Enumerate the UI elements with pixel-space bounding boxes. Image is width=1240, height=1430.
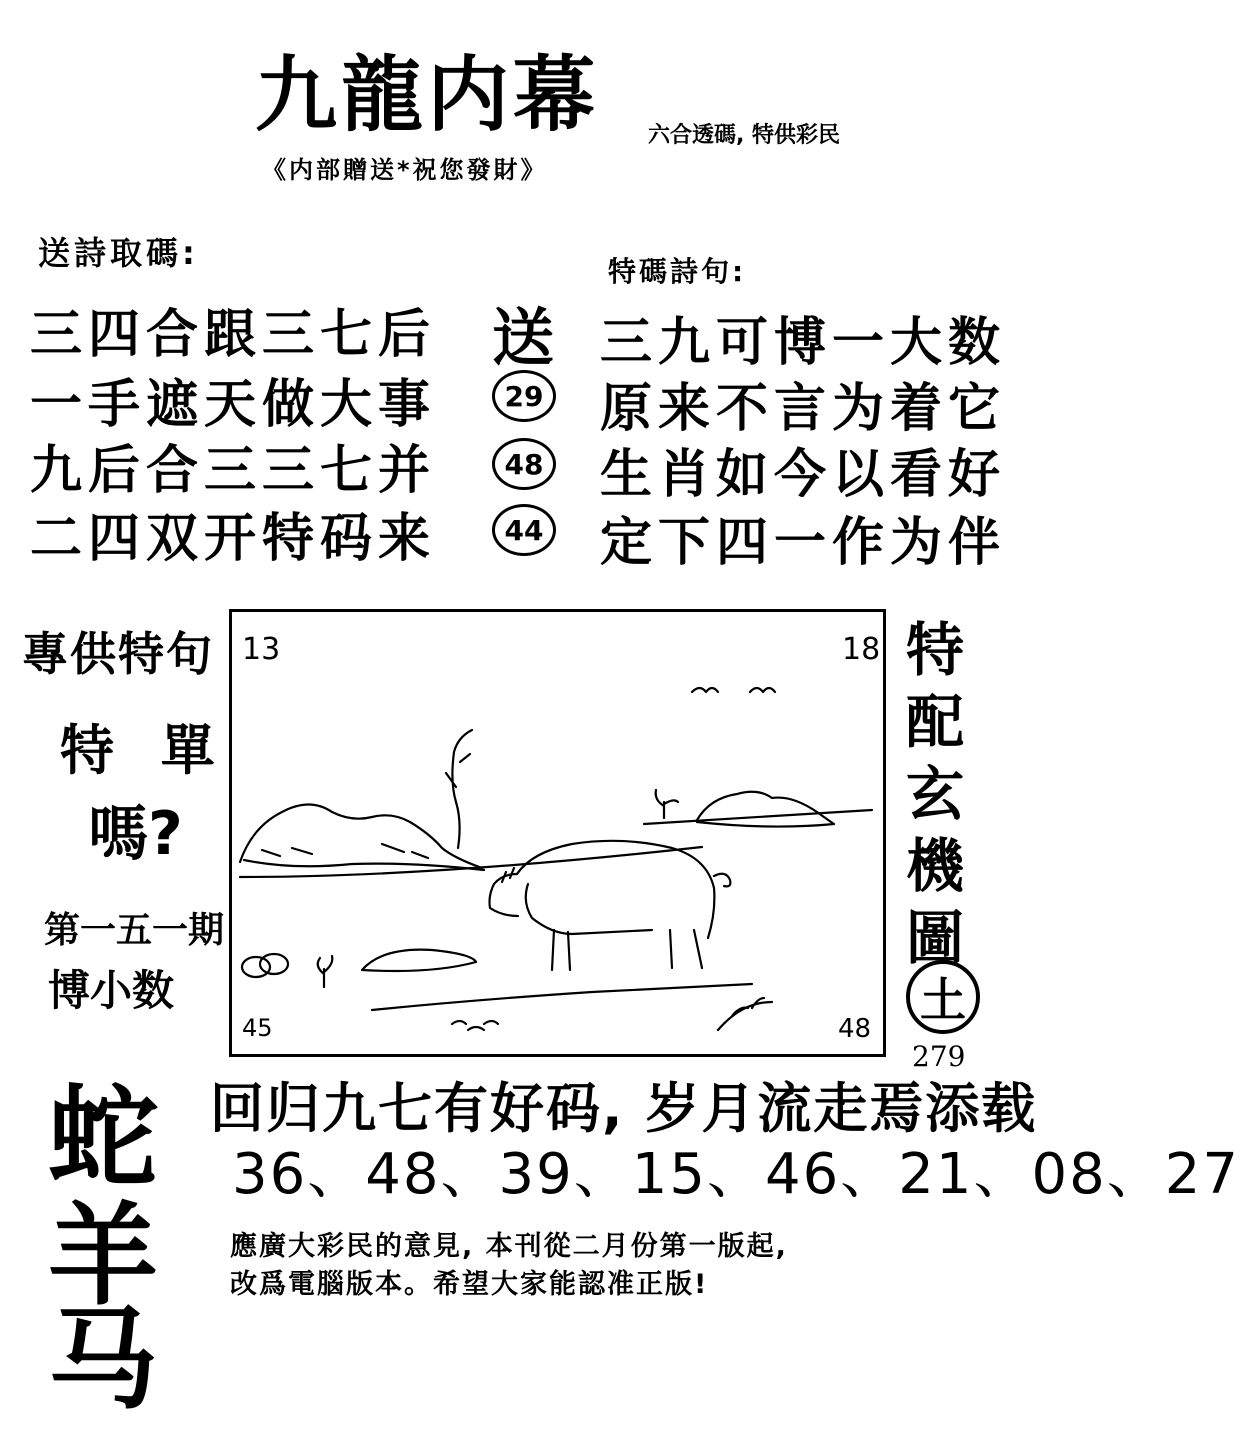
circled-number: 29 <box>492 370 556 422</box>
bottom-poem: 回归九七有好码, 岁月流走焉添载 <box>210 1077 1038 1140</box>
hill <box>697 792 834 827</box>
hint-text: 博小数 <box>48 966 175 1015</box>
single-double-line: 特 單 <box>60 719 229 782</box>
bare-tree <box>446 730 472 848</box>
zodiac-char: 羊 <box>48 1192 158 1320</box>
poem-line: 三四合跟三七后 <box>30 305 437 365</box>
notice-line: 改爲電腦版本。希望大家能認准正版! <box>230 1269 709 1300</box>
special-heading: 專供特句 <box>22 627 214 681</box>
circled-number: 44 <box>492 504 556 556</box>
pig-landscape-illustration <box>232 612 883 1054</box>
hill <box>240 805 482 869</box>
corner-number: 48 <box>838 1014 872 1044</box>
special-poem-line: 原来不言为着它 <box>600 379 1007 439</box>
mystery-picture <box>229 609 886 1057</box>
question-line: 嗎? <box>88 799 183 869</box>
special-poem-label: 特碼詩句: <box>608 255 747 288</box>
corner-number: 45 <box>242 1014 273 1042</box>
circled-number: 48 <box>492 438 556 490</box>
mystery-picture-title: 特配玄機圖 <box>905 616 964 972</box>
plant <box>656 790 678 818</box>
number-list: 36、48、39、15、46、21、08、27 <box>232 1142 1240 1207</box>
poem-line: 一手遮天做大事 <box>30 375 437 435</box>
special-poem-line: 三九可博一大数 <box>600 313 1007 373</box>
puddle <box>362 950 476 971</box>
corner-number: 13 <box>242 632 281 667</box>
subtitle: 《内部贈送*祝您發財》 <box>262 156 548 184</box>
corner-number: 18 <box>842 632 881 667</box>
poem-label: 送詩取碼: <box>38 234 199 272</box>
notice-line: 應廣大彩民的意見, 本刊從二月份第一版起, <box>230 1231 788 1262</box>
element-badge: 土 <box>906 960 980 1034</box>
page-code: 279 <box>912 1040 966 1073</box>
send-char: 送 <box>492 301 555 374</box>
tagline: 六合透碼, 特供彩民 <box>648 123 841 148</box>
birds <box>692 688 775 692</box>
issue-number: 第一五一期 <box>44 910 225 951</box>
special-poem-line: 定下四一作为伴 <box>600 513 1007 573</box>
special-poem-line: 生肖如今以看好 <box>600 445 1007 505</box>
poem-line: 九后合三三七并 <box>30 441 437 501</box>
zodiac-char: 蛇 <box>48 1074 158 1202</box>
poem-line: 二四双开特码来 <box>30 509 437 569</box>
page-title: 九龍内幕 <box>255 48 600 143</box>
zodiac-char: 马 <box>48 1296 158 1424</box>
